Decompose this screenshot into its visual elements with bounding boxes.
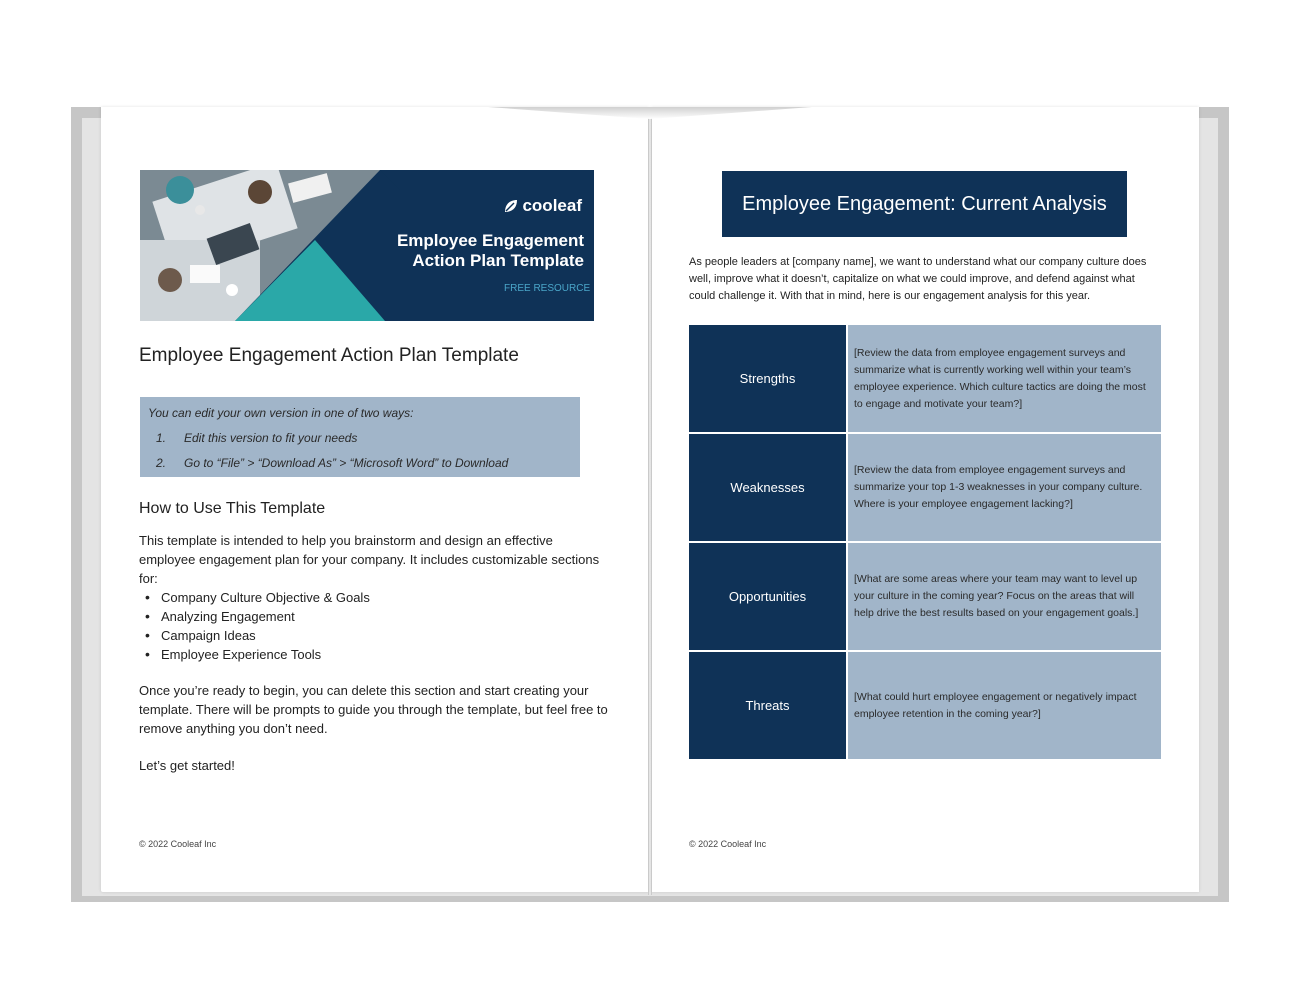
leaf-icon xyxy=(503,198,519,214)
ready-paragraph: Once you’re ready to begin, you can delete this section and start creating your template. There will be prompts to guide you through the template, but feel free to remove anything you don’t need. xyxy=(139,683,608,736)
swot-desc-threats[interactable] xyxy=(848,652,1161,759)
cover-banner xyxy=(140,170,594,321)
swot-desc-opportunities[interactable] xyxy=(848,543,1161,650)
banner-title-line-1: Employee Engagement xyxy=(396,231,584,250)
table-row xyxy=(689,543,1161,650)
analysis-header: Employee Engagement: Current Analysis xyxy=(722,171,1127,237)
left-footer: © 2022 Cooleaf Inc xyxy=(139,839,217,849)
swot-table xyxy=(689,325,1161,761)
list-item: • Campaign Ideas xyxy=(139,626,370,645)
step-text: Edit this version to fit your needs xyxy=(184,431,358,445)
swot-desc-text: [Review the data from employee engagement surveys and summarize your top 1-3 weaknesses in your company culture. Where is your employee engagement lacking?] xyxy=(854,464,1143,510)
step-number: 1. xyxy=(156,431,167,445)
swot-desc-text: [What are some areas where your team may want to level up your culture in the coming year? Focus on the areas that will help drive the best results based on your engagement goals.] xyxy=(854,573,1139,619)
list-item: • Employee Experience Tools xyxy=(139,645,370,664)
swot-label-opportunities: Opportunities xyxy=(689,543,846,650)
cooleaf-logo xyxy=(503,196,582,216)
swot-desc-strengths[interactable] xyxy=(848,325,1161,432)
banner-title-line-2: Action Plan Template xyxy=(412,251,584,270)
table-row xyxy=(689,652,1161,759)
list-item: • Company Culture Objective & Goals xyxy=(139,588,370,607)
how-to-paragraph: This template is intended to help you brainstorm and design an effective employee engagement plan for your company. It includes customizable sections for: xyxy=(139,533,600,586)
document-title: Employee Engagement Action Plan Template xyxy=(139,345,519,366)
list-item: • Analyzing Engagement xyxy=(139,607,370,626)
edit-step-1 xyxy=(156,431,357,445)
logo-text: cooleaf xyxy=(522,196,582,215)
swot-label-strengths: Strengths xyxy=(689,325,846,432)
edit-step-2 xyxy=(156,456,508,470)
step-text: Go to “File” > “Download As” > “Microsoft Word” to Download xyxy=(184,456,509,470)
book-spine xyxy=(648,110,652,895)
step-number: 2. xyxy=(156,456,167,470)
edit-instructions-box xyxy=(140,397,580,477)
right-footer: © 2022 Cooleaf Inc xyxy=(689,839,767,849)
banner-tag: FREE RESOURCE xyxy=(504,283,591,294)
swot-desc-text: [What could hurt employee engagement or negatively impact employee retention in the coming year?] xyxy=(854,690,1137,720)
swot-label-weaknesses: Weaknesses xyxy=(689,434,846,541)
swot-desc-text: [Review the data from employee engagement surveys and summarize what is currently working well within your team’s employee experience. Which culture tactics are doing the most to engage and motivate your team?] xyxy=(854,346,1146,410)
edit-intro: You can edit your own version in one of two ways: xyxy=(148,406,414,420)
table-row xyxy=(689,325,1161,432)
banner-title xyxy=(344,231,584,271)
how-to-heading: How to Use This Template xyxy=(139,500,326,517)
start-paragraph: Let’s get started! xyxy=(139,758,235,773)
sections-list xyxy=(139,588,370,664)
analysis-intro: As people leaders at [company name], we want to understand what our company culture does well, improve what it doesn’t, capitalize on what we could improve, and defend against what could challenge it. With that in mind, here is our engagement analysis for this year. xyxy=(689,256,1147,302)
swot-label-threats: Threats xyxy=(689,652,846,759)
table-row xyxy=(689,434,1161,541)
swot-desc-weaknesses[interactable] xyxy=(848,434,1161,541)
